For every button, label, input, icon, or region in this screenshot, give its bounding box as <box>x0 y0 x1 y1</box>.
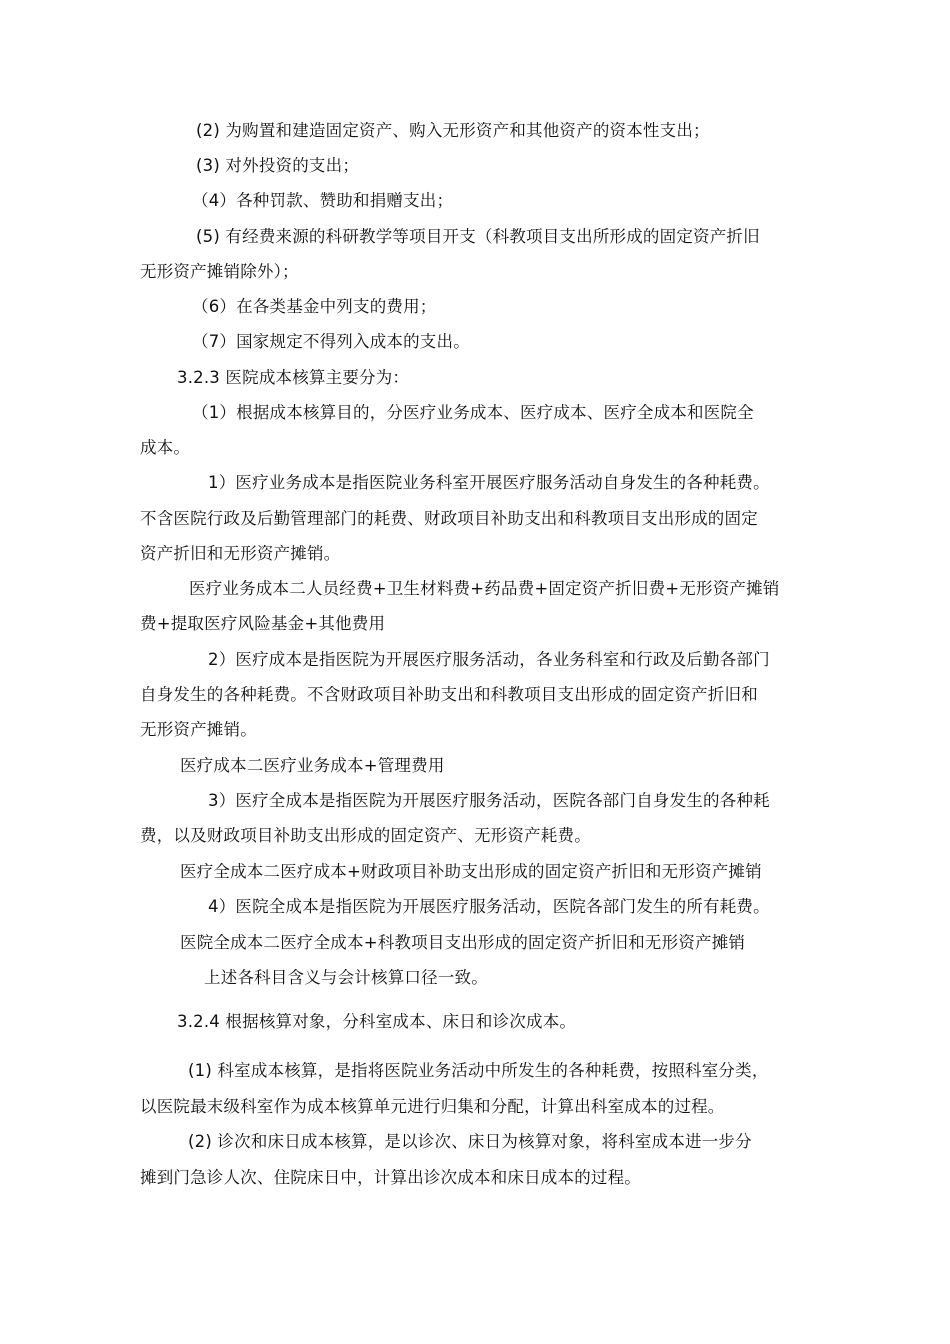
paragraph-line: (2) 诊次和床日成本核算，是以诊次、床日为核算对象，将科室成本进一步分 <box>188 1132 752 1151</box>
paragraph-line: 2）医疗成本是指医院为开展医疗服务活动，各业务科室和行政及后勤各部门 <box>208 650 770 669</box>
formula-line: 医院全成本二医疗全成本+科教项目支出形成的固定资产折旧和无形资产摊销 <box>180 933 746 952</box>
paragraph-line: (1) 科室成本核算，是指将医院业务活动中所发生的各种耗费，按照科室分类， <box>188 1061 769 1080</box>
paragraph-line: (5) 有经费来源的科研教学等项目开支（科教项目支出所形成的固定资产折旧 <box>196 227 760 246</box>
formula-line: 医疗业务成本二人员经费+卫生材料费+药品费+固定资产折旧费+无形资产摊销 <box>189 579 780 598</box>
paragraph-line: （6）在各类基金中列支的费用； <box>192 297 437 316</box>
paragraph-line: 上述各科目含义与会计核算口径一致。 <box>204 968 488 987</box>
paragraph-line: 费，以及财政项目补助支出形成的固定资产、无形资产耗费。 <box>140 826 591 845</box>
paragraph-line: 成本。 <box>140 438 191 457</box>
paragraph-line: 不含医院行政及后勤管理部门的耗费、财政项目补助支出和科教项目支出形成的固定 <box>140 509 758 528</box>
section-heading: 3.2.3 医院成本核算主要分为： <box>177 368 410 387</box>
formula-line: 医疗全成本二医疗成本+财政项目补助支出形成的固定资产折旧和无形资产摊销 <box>180 862 762 881</box>
paragraph-line: 资产折旧和无形资产摊销。 <box>140 544 341 563</box>
formula-line: 医疗成本二医疗业务成本+管理费用 <box>180 756 445 775</box>
paragraph-line: (3) 对外投资的支出； <box>196 156 360 175</box>
paragraph-line: （1）根据成本核算目的，分医疗业务成本、医疗成本、医疗全成本和医院全 <box>192 403 754 422</box>
formula-line: 费+提取医疗风险基金+其他费用 <box>140 614 386 633</box>
paragraph-line: (2) 为购置和建造固定资产、购入无形资产和其他资产的资本性支出； <box>196 121 710 140</box>
paragraph-line: （4）各种罚款、赞助和捐赠支出； <box>192 191 454 210</box>
paragraph-line: 以医院最末级科室作为成本核算单元进行归集和分配，计算出科室成本的过程。 <box>140 1097 725 1116</box>
paragraph-line: 1）医疗业务成本是指医院业务科室开展医疗服务活动自身发生的各种耗费。 <box>208 473 770 492</box>
paragraph-line: 自身发生的各种耗费。不含财政项目补助支出和科教项目支出形成的固定资产折旧和 <box>140 685 758 704</box>
paragraph-line: 3）医疗全成本是指医院为开展医疗服务活动，医院各部门自身发生的各种耗 <box>208 791 770 810</box>
paragraph-line: （7）国家规定不得列入成本的支出。 <box>192 332 470 351</box>
paragraph-line: 摊到门急诊人次、住院床日中，计算出诊次成本和床日成本的过程。 <box>140 1168 641 1187</box>
paragraph-line: 4）医院全成本是指医院为开展医疗服务活动，医院各部门发生的所有耗费。 <box>208 897 770 916</box>
section-heading: 3.2.4 根据核算对象，分科室成本、床日和诊次成本。 <box>177 1012 577 1031</box>
paragraph-line: 无形资产摊销除外）； <box>140 262 299 281</box>
paragraph-line: 无形资产摊销。 <box>140 720 257 739</box>
